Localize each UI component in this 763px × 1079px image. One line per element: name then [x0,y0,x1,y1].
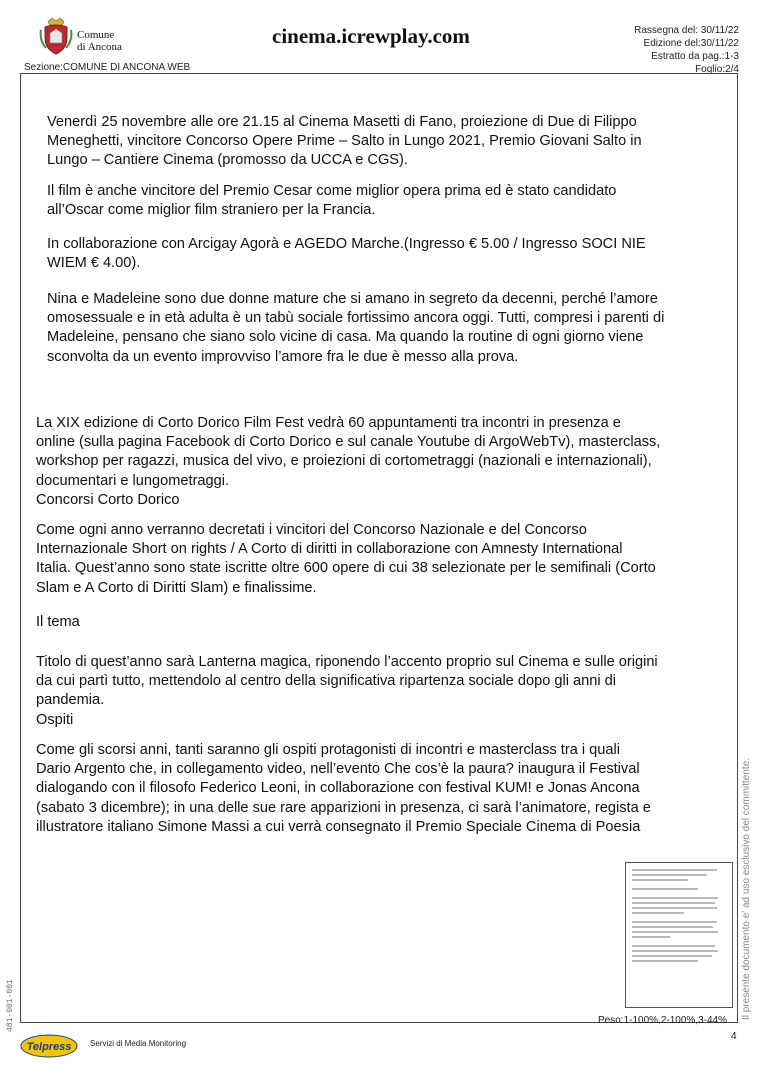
coat-of-arms-icon [38,16,74,56]
section-label: Sezione:COMUNE DI ANCONA WEB [24,62,191,73]
comune-line-1: Comune [77,29,115,41]
weight-info: Peso:1-100%,2-100%,3-44% [598,1015,727,1026]
footer-tagline: Servizi di Media Monitoring [90,1039,187,1048]
comune-name [77,29,122,53]
paragraph: Il film è anche vincitore del Premio Cesar come miglior opera prima ed è stato candidato all’Oscar come miglior film straniero per la Francia. [47,183,617,219]
publication-meta [634,24,739,76]
meta-rassegna: Rassegna del: 30/11/22 [634,25,739,36]
meta-foglio: Foglio:2/4 [695,64,739,75]
meta-edizione: Edizione del:30/11/22 [643,38,739,49]
paragraph: Venerdì 25 novembre alle ore 21.15 al Cinema Masetti di Fano, proiezione di Due di Filippo Meneghetti, vincitore Concorso Opere Prime – Salto in Lungo 2021, Premio Giovani Salto in Lungo – Cantiere Cinema (promosso da UCCA e CGS). [47,114,642,169]
page-header [0,0,763,74]
subheading: Il tema [36,614,80,630]
logo-text: Telpress [26,1041,72,1053]
page-thumbnail [625,862,733,1008]
paragraph: La XIX edizione di Corto Dorico Film Fest vedrà 60 appuntamenti tra incontri in presenza e online (sulla pagina Facebook di Corto Dorico e sul canale Youtube di ArgoWebTv), masterclass, workshop per ragazzi, musica del vivo, e proiezioni di cortometraggi (nazionali e internazionali), documentari e lungometraggi. Concorsi Corto Dorico [36,415,661,508]
paragraph: In collaborazione con Arcigay Agorà e AGEDO Marche.(Ingresso € 5.00 / Ingresso SOCI NIE WIEM € 4.00). [47,236,646,272]
meta-estratto: Estratto da pag.:1-3 [651,51,739,62]
comune-line-2: di Ancona [77,41,122,53]
source-site-title: cinema.icrewplay.com [272,24,470,48]
paragraph: Come gli scorsi anni, tanti saranno gli ospiti protagonisti di incontri e masterclass tra i quali Dario Argento che, in collegamento video, nell’evento Che cos’è la paura? inaugura il Festival dialogando con il filosofo Federico Leoni, in collaborazione con festival KUM! e Jonas Ancona (sabato 3 dicembre); in una delle sue rare apparizioni in presenza, ci sarà l’animatore, regista e illustratore italiano Simone Massi a cui verrà consegnato il Premio Speciale Cinema di Poesia [36,742,651,835]
paragraph: Titolo di quest’anno sarà Lanterna magica, riponendo l’accento proprio sul Cinema e sulle origini da cui partì tutto, mettendolo al centro della significativa ripartenza sociale dopo gli anni di pandemia. Ospiti [36,654,658,728]
usage-disclaimer: Il presente documento e' ad uso esclusivo del committente. [741,757,752,1020]
document-code: 481-001-001 [6,979,15,1032]
paragraph: Come ogni anno verranno decretati i vincitori del Concorso Nazionale e del Concorso Internazionale Short on rights / A Corto di diritti in collaborazione con Amnesty International Italia. Quest’anno sono state iscritte oltre 600 opere di cui 38 selezionate per le semifinali (Corto Slam e A Corto di Diritti Slam) e finalissime. [36,522,656,596]
page-number: 4 [731,1031,737,1042]
telpress-logo [20,1034,78,1058]
paragraph: Nina e Madeleine sono due donne mature che si amano in segreto da decenni, perché l’amore omosessuale e in età adulta è un tabù sociale fortissimo ancora oggi. Tutti, compresi i parenti di Madeleine, pensano che siano solo vicine di casa. Ma quando la routine di ogni giorno viene sconvolta da un evento improvviso l’amore fra le due è messo alla prova. [47,291,665,365]
